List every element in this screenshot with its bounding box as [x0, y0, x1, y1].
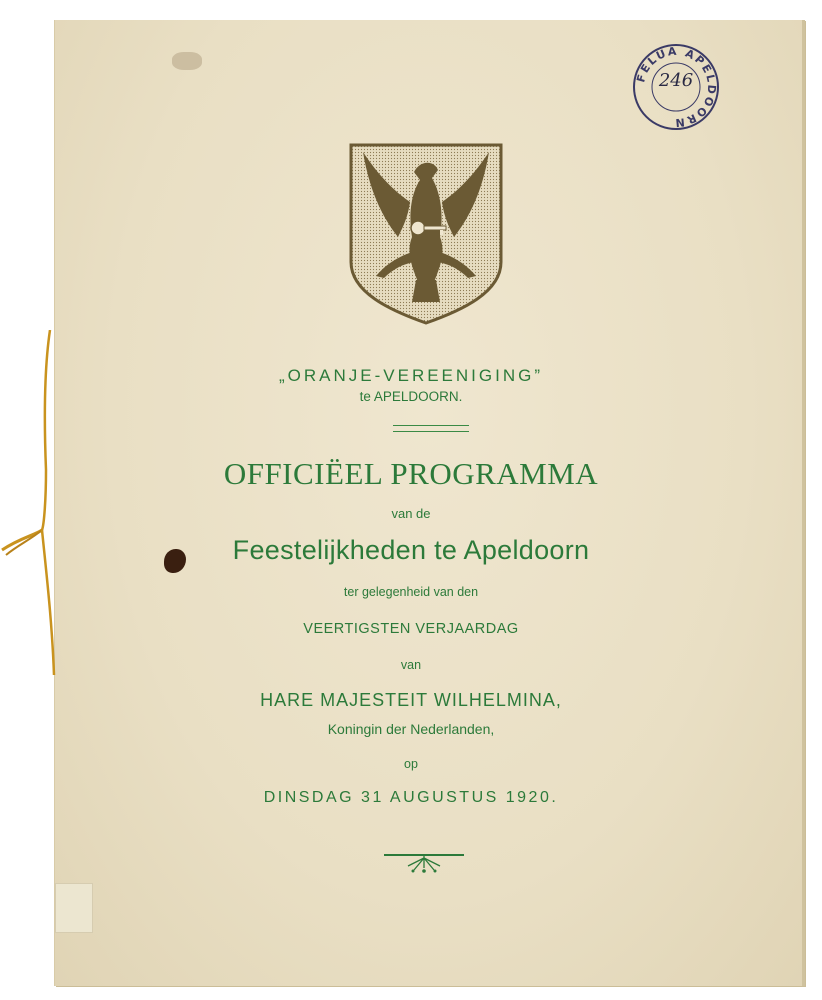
stamp-ring-text: FELUA APELDOORN	[634, 44, 719, 130]
line-op: op	[404, 757, 418, 771]
queen-line: Koningin der Nederlanden,	[327, 721, 495, 737]
festivities-heading: Feestelijkheden te Apeldoorn	[232, 535, 590, 565]
occasion-line: ter gelegenheid van den	[343, 585, 479, 599]
majesty-line: HARE MAJESTEIT WILHELMINA,	[260, 690, 562, 710]
organisation-name: „ORANJE-VEREENIGING”	[278, 366, 544, 385]
divider-rule	[393, 425, 469, 432]
date-line: DINSDAG 31 AUGUSTUS 1920.	[263, 789, 559, 806]
rule-ornament-icon	[384, 850, 464, 876]
line-van-de: van de	[391, 506, 431, 521]
library-label	[55, 883, 93, 933]
line-van: van	[400, 658, 422, 672]
birthday-line: VEERTIGSTEN VERJAARDAG	[303, 621, 519, 637]
eagle-key-crest-icon	[348, 142, 504, 326]
dirt-mark	[172, 52, 202, 70]
programme-title: OFFICIËEL PROGRAMMA	[223, 456, 599, 491]
stamp-number: 246	[658, 70, 694, 91]
library-stamp	[632, 43, 720, 131]
organisation-location: te APELDOORN.	[359, 389, 463, 404]
